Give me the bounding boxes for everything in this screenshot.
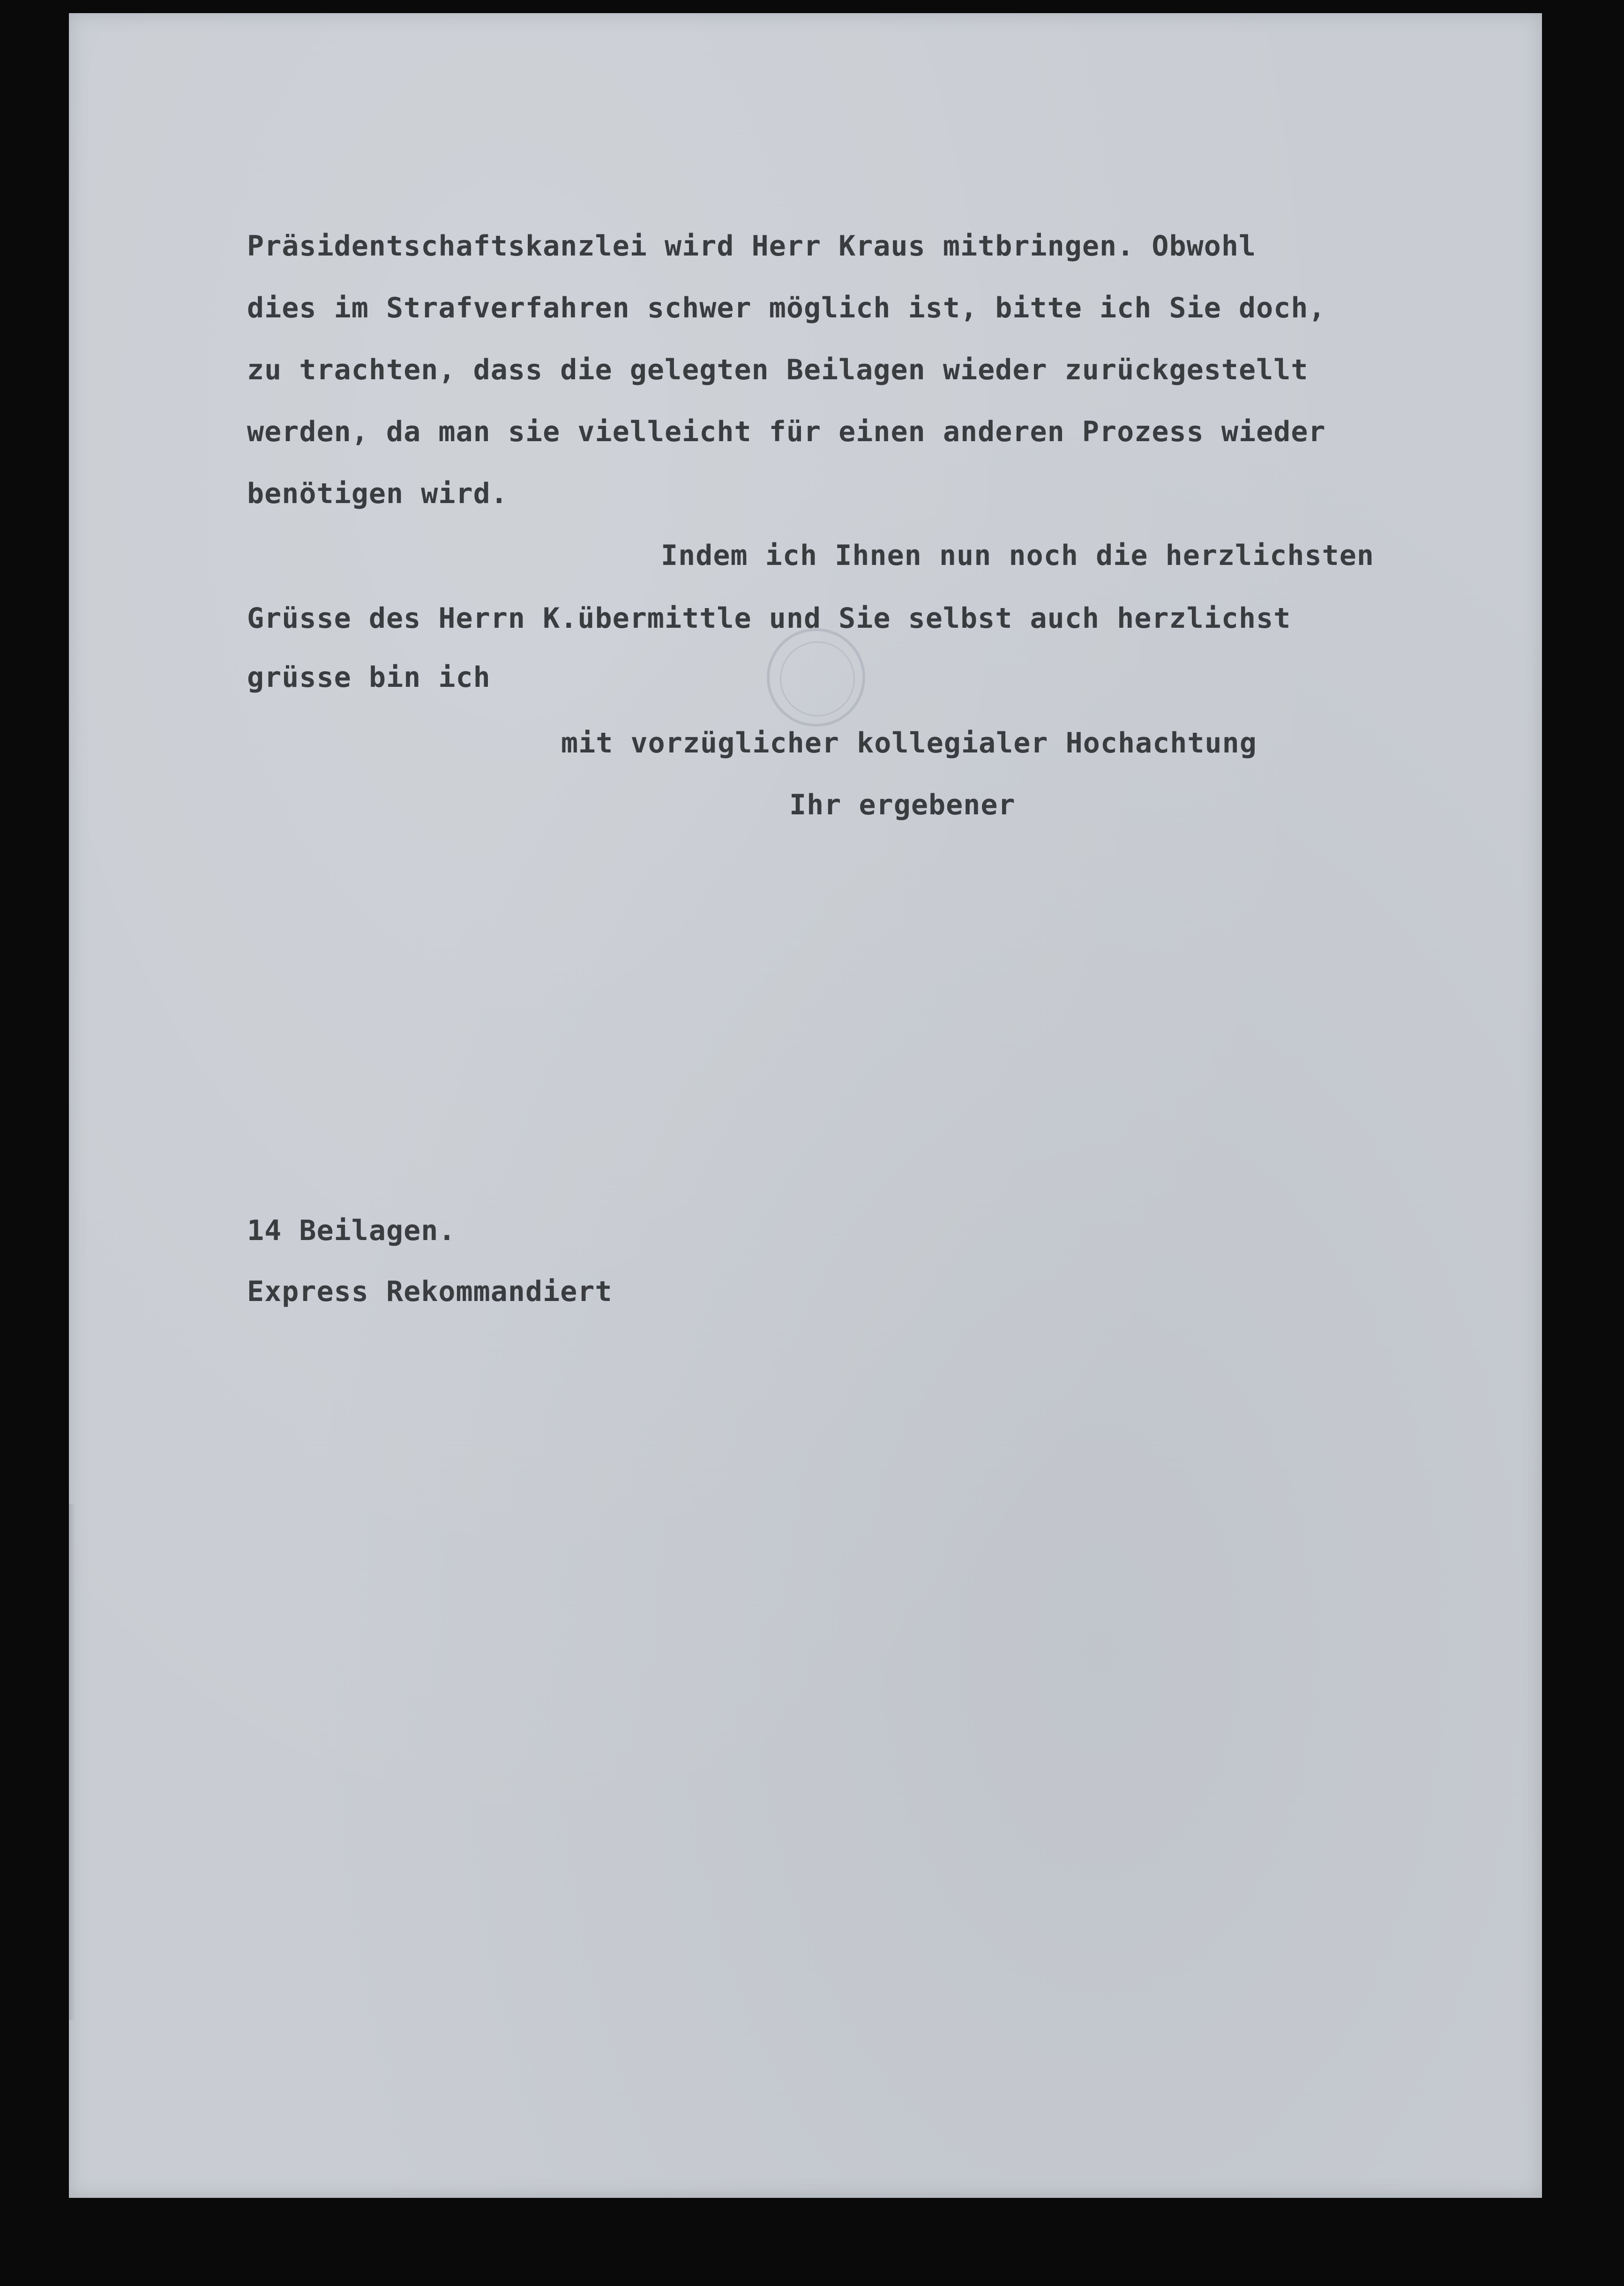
delivery-note: Express Rekommandiert [247, 1275, 613, 1308]
valediction: mit vorzüglicher kollegialer Hochachtung [561, 727, 1257, 759]
body-line-1: Präsidentschaftskanzlei wird Herr Kraus mitbringen. Obwohl [247, 230, 1257, 263]
body-line-2: dies im Strafverfahren schwer möglich ist, bitte ich Sie doch, [247, 292, 1326, 324]
body-line-5: benötigen wird. [247, 477, 508, 510]
faint-round-stamp [767, 628, 865, 727]
body-line-4: werden, da man sie vielleicht für einen anderen Prozess wieder [247, 415, 1326, 448]
paper-fold-shadow [69, 1504, 75, 2020]
stamp-inner-ring [780, 641, 855, 716]
closing-line-2: Grüsse des Herrn K.übermittle und Sie selbst auch herzlichst [247, 602, 1291, 635]
letter-page [69, 13, 1542, 2198]
enclosures-note: 14 Beilagen. [247, 1214, 456, 1247]
closing-line-1: Indem ich Ihnen nun noch die herzlichsten [661, 539, 1375, 572]
closing-line-3: grüsse bin ich [247, 661, 491, 694]
body-line-3: zu trachten, dass die gelegten Beilagen wieder zurückgestellt [247, 353, 1309, 386]
signoff: Ihr ergebener [789, 789, 1016, 821]
